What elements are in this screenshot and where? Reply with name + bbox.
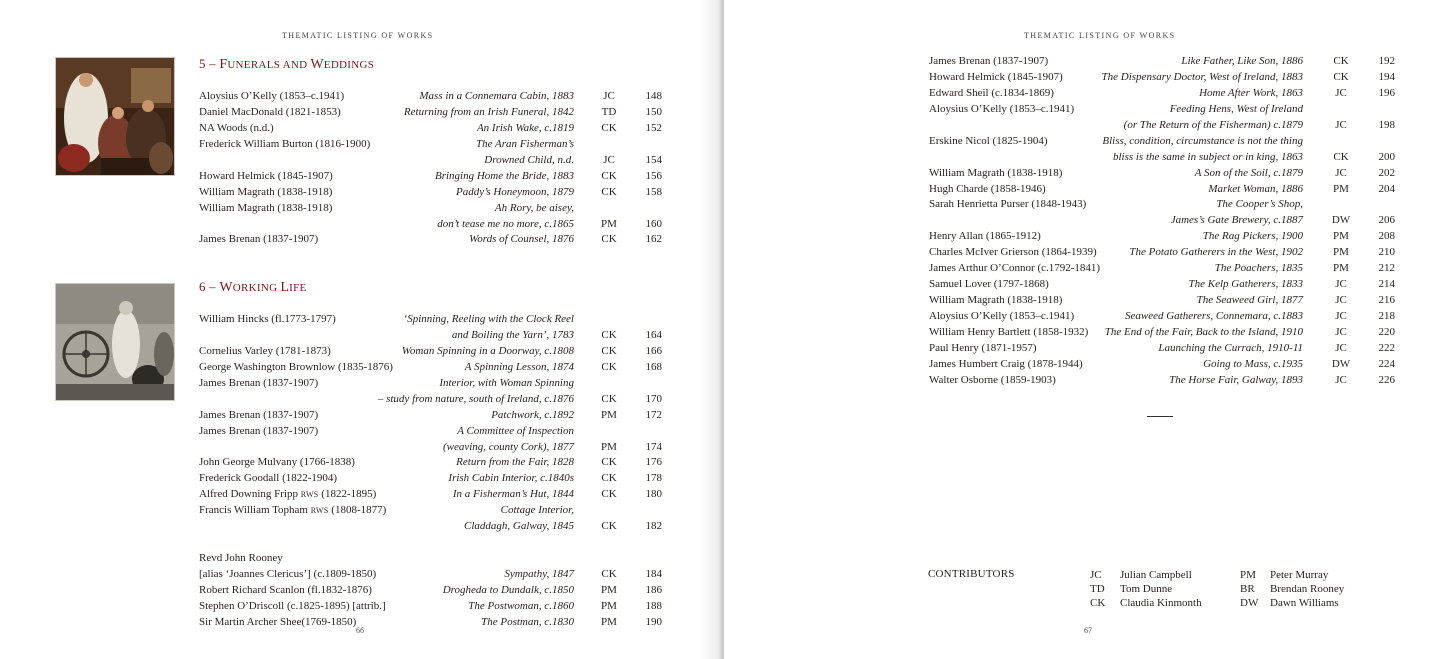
contributor-code: CK <box>601 233 617 246</box>
artist-name: William Magrath (1838-1918) <box>929 294 1063 307</box>
contributor-code: CK <box>601 488 617 501</box>
work-title: Like Father, Like Son, 1886 <box>1181 55 1303 67</box>
artist-name: Hugh Charde (1858-1946) <box>929 182 1046 195</box>
rws-abbrev: RWS <box>300 490 319 500</box>
work-title: Drowned Child, n.d. <box>484 153 574 166</box>
thumbnail-working-life-engraving <box>55 283 175 401</box>
catalogue-number: 180 <box>645 488 662 501</box>
contributor-code: JC <box>603 153 615 166</box>
work-title: Drogheda to Dundalk, c.1850 <box>442 583 574 596</box>
contributor-code: CK <box>601 392 617 405</box>
running-head-right: THEMATIC LISTING OF WORKS <box>1024 31 1176 40</box>
contributor-code: CK <box>601 520 617 533</box>
work-title: The Postman, c.1830 <box>481 615 574 628</box>
contributor-code: JC <box>1335 86 1347 99</box>
catalogue-number: 222 <box>1378 341 1395 354</box>
artist-name: Walter Osborne (1859-1903) <box>929 373 1056 386</box>
contributor-entry: DW Dawn Williams <box>1240 597 1339 609</box>
artist-name: Stephen O’Driscoll (c.1825-1895) [attrib.] <box>199 599 386 612</box>
work-title: The Postwoman, c.1860 <box>468 599 574 612</box>
work-title: bliss is the same in subject or in king, 1863 <box>1112 150 1303 163</box>
contributor-code: PM <box>601 217 617 230</box>
running-head-left: THEMATIC LISTING OF WORKS <box>282 31 434 40</box>
work-title: A Son of the Soil, c.1879 <box>1194 166 1303 179</box>
catalogue-number: 220 <box>1378 325 1395 338</box>
section-6-title: 6 – WORKING LIFE <box>199 279 307 295</box>
catalogue-number: 148 <box>645 90 662 102</box>
catalogue-number: 208 <box>1378 230 1395 243</box>
catalogue-number: 150 <box>645 105 662 118</box>
work-title: Launching the Currach, 1910-11 <box>1158 341 1303 354</box>
artist-name: James Brenan (1837-1907) <box>199 424 319 437</box>
artist-name: Aloysius O’Kelly (1853–c.1941) <box>929 102 1075 115</box>
artist-name: Frederick Goodall (1822-1904) <box>199 472 338 485</box>
catalogue-number: 160 <box>645 217 662 230</box>
contributor-code: CK <box>1333 55 1349 67</box>
work-title: Home After Work, 1863 <box>1199 86 1303 99</box>
artist-name: Edward Sheil (c.1834-1869) <box>929 86 1054 99</box>
contributor-code: CK <box>601 185 617 198</box>
contributor-code: PM <box>1333 262 1349 275</box>
catalogue-number: 204 <box>1378 182 1395 195</box>
catalogue-number: 186 <box>645 583 662 596</box>
page-number-left: 66 <box>356 626 364 635</box>
section-5-title: 5 – FUNERALS AND WEDDINGS <box>199 56 375 72</box>
work-title: The Kelp Gatherers, 1833 <box>1188 278 1303 291</box>
spinning-engraving-image <box>56 284 175 401</box>
artist-name: Francis William Topham RWS (1808-1877) <box>199 504 387 517</box>
contributor-code: CK <box>601 328 617 341</box>
work-title: Claddagh, Galway, 1845 <box>463 520 574 533</box>
contributor-code: JC <box>1335 325 1347 338</box>
contributor-code: CK <box>601 169 617 182</box>
artist-name: Frederick William Burton (1816-1900) <box>199 137 371 150</box>
catalogue-number: 174 <box>645 440 662 453</box>
contributor-code: JC <box>1335 118 1347 131</box>
catalogue-number: 178 <box>645 472 662 485</box>
contributor-code: PM <box>1333 230 1349 243</box>
work-title: Interior, with Woman Spinning <box>439 376 574 389</box>
work-title: The Poachers, 1835 <box>1214 262 1303 275</box>
work-title: The Rag Pickers, 1900 <box>1202 230 1303 243</box>
work-title: Seaweed Gatherers, Connemara, c.1883 <box>1124 310 1303 322</box>
catalogue-number: 168 <box>645 360 662 373</box>
work-title: Mass in a Connemara Cabin, 1883 <box>419 90 574 102</box>
right-page <box>724 0 1445 659</box>
work-title: Cottage Interior, <box>500 504 574 517</box>
artist-name: Erskine Nicol (1825-1904) <box>929 134 1048 147</box>
page-number-right: 67 <box>1084 626 1092 635</box>
contributor-code: PM <box>1333 246 1349 259</box>
contributors-label: CONTRIBUTORS <box>928 568 1015 580</box>
catalogue-number: 188 <box>645 599 662 612</box>
work-title: Words of Counsel, 1876 <box>469 233 574 246</box>
catalogue-number: 152 <box>645 121 662 134</box>
work-title: A Committee of Inspection <box>457 424 574 437</box>
work-title: James’s Gate Brewery, c.1887 <box>1170 214 1303 227</box>
catalogue-number: 170 <box>645 392 662 405</box>
contributor-entry: JC Julian Campbell <box>1090 569 1192 581</box>
catalogue-number: 198 <box>1378 118 1395 131</box>
artist-name: Revd John Rooney <box>199 552 283 565</box>
catalogue-number: 158 <box>645 185 662 198</box>
thumbnail-funerals-painting <box>55 57 175 176</box>
artist-name: George Washington Brownlow (1835-1876) <box>199 360 393 373</box>
artist-name: Cornelius Varley (1781-1873) <box>199 344 331 357</box>
work-title: Going to Mass, c.1935 <box>1203 357 1303 370</box>
work-title: don’t tease me no more, c.1865 <box>437 217 574 230</box>
artist-name: Sarah Henrietta Purser (1848-1943) <box>929 198 1087 211</box>
contributor-code: CK <box>1333 70 1349 83</box>
catalogue-number: 176 <box>645 456 662 469</box>
catalogue-number: 192 <box>1378 55 1395 67</box>
rws-abbrev: RWS <box>310 506 329 516</box>
contributor-code: PM <box>601 408 617 421</box>
artist-name: William Hincks (fl.1773-1797) <box>199 313 336 325</box>
section-number: 6 <box>199 279 206 294</box>
artist-name: Howard Helmick (1845-1907) <box>199 169 333 182</box>
contributor-code: JC <box>1335 166 1347 179</box>
catalogue-number: 202 <box>1378 166 1395 179</box>
artist-name: Alfred Downing Fripp RWS (1822-1895) <box>199 488 377 501</box>
contributor-code: JC <box>1335 341 1347 354</box>
artist-name: James Brenan (1837-1907) <box>929 55 1049 67</box>
catalogue-number: 212 <box>1378 262 1395 275</box>
work-title: Patchwork, c.1892 <box>491 408 574 421</box>
catalogue-number: 210 <box>1378 246 1395 259</box>
artist-name: John George Mulvany (1766-1838) <box>199 456 355 469</box>
contributor-code: DW <box>1331 357 1351 370</box>
artist-name: William Magrath (1838-1918) <box>199 201 333 214</box>
work-title: The End of the Fair, Back to the Island, 1910 <box>1104 325 1303 338</box>
work-title: Returning from an Irish Funeral, 1842 <box>403 105 574 118</box>
catalogue-number: 190 <box>645 615 662 628</box>
work-title: The Dispensary Doctor, West of Ireland, 1883 <box>1101 70 1303 83</box>
artist-name: James Brenan (1837-1907) <box>199 376 319 389</box>
catalogue-number: 206 <box>1378 214 1395 227</box>
work-title: Market Woman, 1886 <box>1208 182 1303 195</box>
work-title: Woman Spinning in a Doorway, c.1808 <box>401 344 574 357</box>
artist-name: James Humbert Craig (1878-1944) <box>929 357 1083 370</box>
artist-name: Charles McIver Grierson (1864-1939) <box>929 246 1097 259</box>
catalogue-number: 154 <box>645 153 662 166</box>
catalogue-number: 216 <box>1378 294 1395 307</box>
artist-name: Paul Henry (1871-1957) <box>929 341 1037 354</box>
artist-name: James Brenan (1837-1907) <box>199 233 319 246</box>
work-title: ‘Spinning, Reeling with the Clock Reel <box>403 313 574 325</box>
work-title: The Potato Gatherers in the West, 1902 <box>1129 246 1303 259</box>
contributor-code: JC <box>603 90 615 102</box>
work-title: In a Fisherman’s Hut, 1844 <box>452 488 574 501</box>
catalogue-number: 182 <box>645 520 662 533</box>
artist-name: James Arthur O’Connor (c.1792-1841) <box>929 262 1101 275</box>
work-title: (weaving, county Cork), 1877 <box>442 440 574 453</box>
contributor-entry: BR Brendan Rooney <box>1240 583 1345 595</box>
closing-rule <box>1147 416 1173 417</box>
artist-name: Sir Martin Archer Shee(1769-1850) <box>199 615 357 628</box>
work-title: Bringing Home the Bride, 1883 <box>434 169 574 182</box>
artist-name: William Henry Bartlett (1858-1932) <box>929 325 1089 338</box>
contributor-code: PM <box>601 599 617 612</box>
artist-name: Samuel Lover (1797-1868) <box>929 278 1049 291</box>
contributor-code: PM <box>601 615 617 628</box>
artist-name: William Magrath (1838-1918) <box>199 185 333 198</box>
catalogue-number: 164 <box>645 328 662 341</box>
contributor-code: CK <box>601 568 617 580</box>
contributor-code: CK <box>601 472 617 485</box>
catalogue-number: 162 <box>645 233 662 246</box>
left-page <box>0 0 722 659</box>
artist-name: Aloysius O’Kelly (1853–c.1941) <box>929 310 1075 322</box>
work-title: (or The Return of the Fisherman) c.1879 <box>1123 118 1303 131</box>
artist-name: NA Woods (n.d.) <box>199 121 274 134</box>
artist-name: William Magrath (1838-1918) <box>929 166 1063 179</box>
artist-name: Daniel MacDonald (1821-1853) <box>199 105 341 118</box>
contributor-code: CK <box>601 344 617 357</box>
catalogue-number: 196 <box>1378 86 1395 99</box>
contributor-code: JC <box>1335 373 1347 386</box>
catalogue-number: 200 <box>1378 150 1395 163</box>
contributors-col-1 <box>1090 568 1202 610</box>
catalogue-number: 184 <box>645 568 662 580</box>
contributor-entry: PM Peter Murray <box>1240 569 1329 581</box>
work-title: Sympathy, 1847 <box>504 568 574 580</box>
catalogue-number: 172 <box>645 408 662 421</box>
contributor-code: CK <box>601 360 617 373</box>
artist-name: Howard Helmick (1845-1907) <box>929 70 1063 83</box>
catalogue-number: 224 <box>1378 357 1395 370</box>
funeral-painting-image <box>56 58 175 176</box>
contributor-code: JC <box>1335 294 1347 307</box>
contributor-code: DW <box>1331 214 1351 227</box>
work-title: The Seaweed Girl, 1877 <box>1196 294 1303 307</box>
contributor-code: PM <box>601 583 617 596</box>
work-title: Feeding Hens, West of Ireland <box>1169 102 1303 115</box>
contributor-entry: CK Claudia Kinmonth <box>1090 597 1202 609</box>
contributor-code: CK <box>1333 150 1349 163</box>
work-title: and Boiling the Yarn’, 1783 <box>451 328 574 341</box>
work-title: – study from nature, south of Ireland, c.1876 <box>377 392 574 405</box>
work-title: Bliss, condition, circumstance is not the thing <box>1102 134 1303 147</box>
artist-name: Robert Richard Scanlon (fl.1832-1876) <box>199 583 372 596</box>
contributor-code: JC <box>1335 310 1347 322</box>
catalogue-number: 218 <box>1378 310 1395 322</box>
artist-name: James Brenan (1837-1907) <box>199 408 319 421</box>
artist-name: Aloysius O’Kelly (1853–c.1941) <box>199 90 345 102</box>
work-title: An Irish Wake, c.1819 <box>476 121 574 134</box>
contributors-col-2 <box>1240 568 1344 610</box>
contributor-code: CK <box>601 121 617 134</box>
contributor-code: CK <box>601 456 617 469</box>
work-title: Return from the Fair, 1828 <box>456 456 574 469</box>
contributor-entry: TD Tom Dunne <box>1090 583 1173 595</box>
contributor-code: TD <box>601 105 617 118</box>
catalogue-number: 214 <box>1378 278 1395 291</box>
work-title: The Horse Fair, Galway, 1893 <box>1169 373 1303 386</box>
work-title: Irish Cabin Interior, c.1840s <box>448 472 574 485</box>
work-title: The Cooper’s Shop, <box>1216 198 1303 211</box>
catalogue-number: 194 <box>1378 70 1395 83</box>
contributor-code: JC <box>1335 278 1347 291</box>
contributor-code: PM <box>601 440 617 453</box>
work-title: Ah Rory, be aisey, <box>494 201 574 214</box>
section-number: 5 <box>199 56 206 71</box>
work-title: The Aran Fisherman’s <box>476 137 574 150</box>
catalogue-number: 226 <box>1378 373 1395 386</box>
catalogue-number: 156 <box>645 169 662 182</box>
work-title: A Spinning Lesson, 1874 <box>464 360 574 373</box>
catalogue-number: 166 <box>645 344 662 357</box>
work-title: Paddy’s Honeymoon, 1879 <box>455 185 574 198</box>
artist-name: [alias ‘Joannes Clericus’] (c.1809-1850) <box>199 568 377 580</box>
artist-name: Henry Allan (1865-1912) <box>929 230 1041 243</box>
contributor-code: PM <box>1333 182 1349 195</box>
